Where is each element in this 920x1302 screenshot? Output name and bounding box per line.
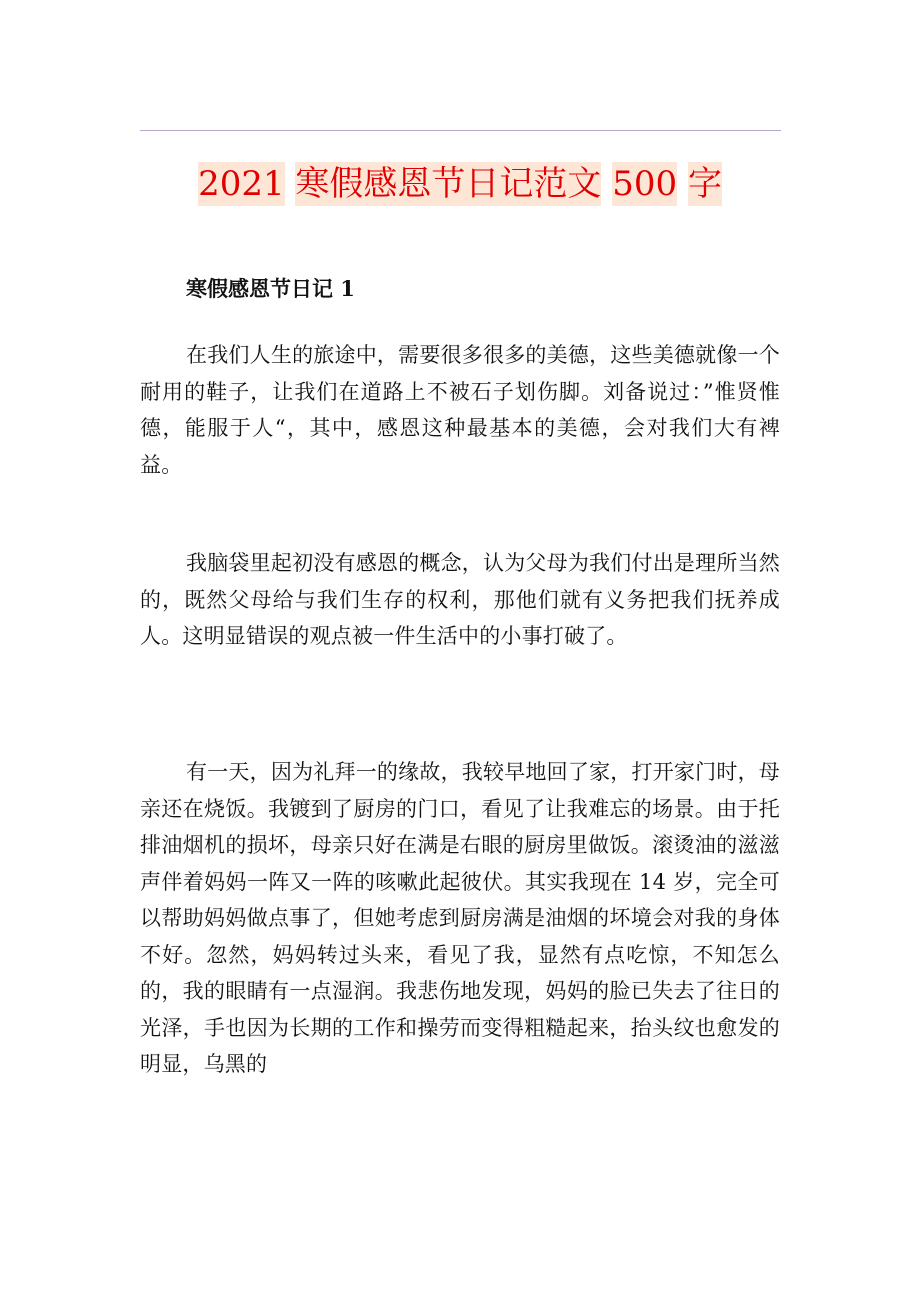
- header-rule: [140, 130, 781, 131]
- section-heading: 寒假感恩节日记 1: [186, 276, 355, 301]
- title-part-year: 2021: [198, 164, 285, 204]
- paragraph-2: 我脑袋里起初没有感恩的概念，认为父母为我们付出是理所当然的，既然父母给与我们生存的权利，那他们就有义务把我们抚养成人。这明显错误的观点被一件生活中的小事打破了。: [140, 551, 780, 648]
- title-part-count: 500: [612, 164, 678, 204]
- title-part-unit: 字: [687, 164, 722, 204]
- title-part-main: 寒假感恩节日记范文: [295, 164, 602, 204]
- paragraph-1: 在我们人生的旅途中，需要很多很多的美德，这些美德就像一个耐用的鞋子，让我们在道路上不被石子划伤脚。刘备说过：”惟贤惟德，能服于人“，其中，感恩这种最基本的美德，会对我们大有裨益。: [140, 343, 780, 477]
- paragraph-3: 有一天，因为礼拜一的缘故，我较早地回了家，打开家门时，母亲还在烧饭。我镀到了厨房的门口，看见了让我难忘的场景。由于托排油烟机的损坏，母亲只好在满是右眼的厨房里做饭。滚烫油的滋滋声伴着妈妈一阵又一阵的咳嗽此起彼伏。其实我现在 14 岁，完全可以帮助妈妈做点事了，但她考虑到厨房满是油烟的坏境会对我的身体不好。忽然，妈妈转过头来，看见了我，显然有点吃惊，不知怎么的，我的眼睛有一点湿润。我悲伤地发现，妈妈的脸已失去了往日的光泽，手也因为长期的工作和操劳而变得粗糙起来，抬头纹也愈发的明显，乌黑的: [140, 760, 780, 1076]
- document-title: [0, 160, 920, 208]
